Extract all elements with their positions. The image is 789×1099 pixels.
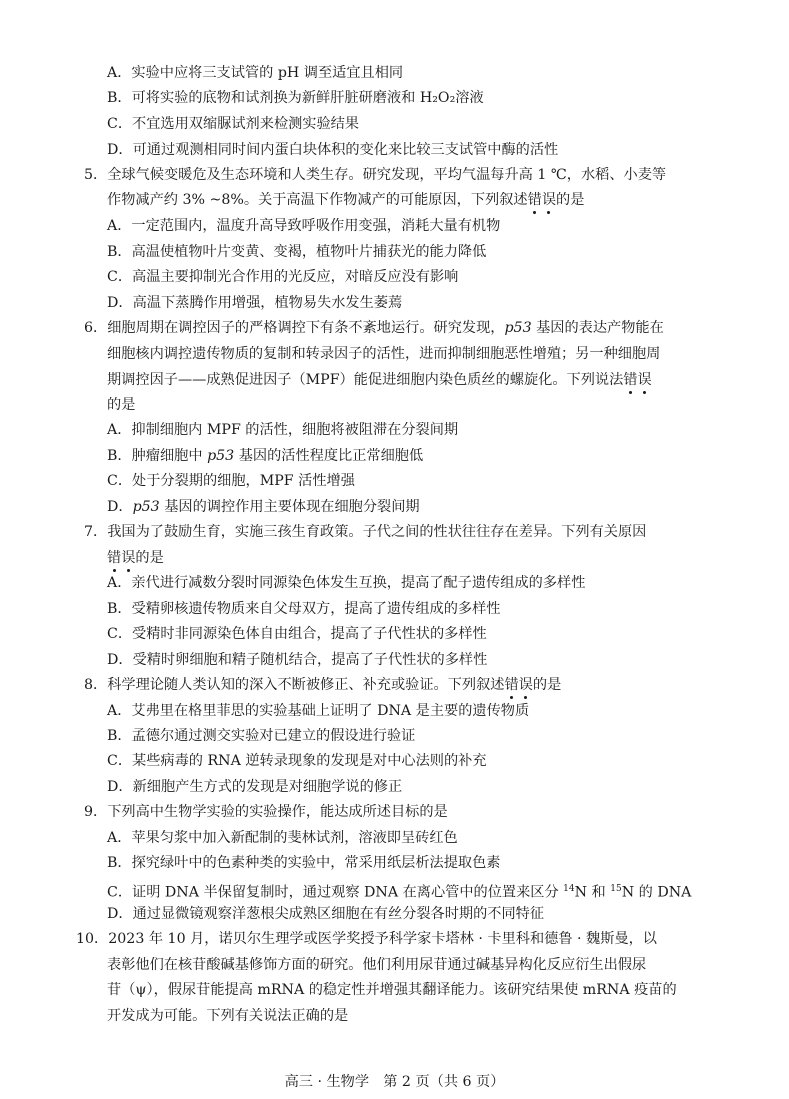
emphasis-char: 错: [527, 192, 542, 208]
q6-stem-line3: 期调控因子——成熟促进因子（MPF）能促进细胞内染色质丝的螺旋化。下列说法错误: [107, 372, 652, 388]
q6-option-d: D．p53 基因的调控作用主要体现在细胞分裂间期: [107, 499, 420, 515]
q8-option-d: D．新细胞产生方式的发现是对细胞学说的修正: [107, 779, 403, 795]
gene-name: p53: [132, 499, 160, 515]
q6-option-c: C．处于分裂期的细胞，MPF 活性增强: [107, 473, 355, 489]
q10-stem-line1: 10．2023 年 10 月，诺贝尔生理学或医学奖授予科学家卡塔林 · 卡里科和德鲁 · 魏斯曼，以: [76, 931, 657, 947]
q9-option-b: B．探究绿叶中的色素种类的实验中，常采用纸层析法提取色素: [107, 855, 501, 871]
q9-option-a: A．苹果匀浆中加入新配制的斐林试剂，溶液即呈砖红色: [107, 830, 458, 846]
q5-option-c: C．高温主要抑制光合作用的光反应，对暗反应没有影响: [107, 269, 459, 285]
q6-stem-line1: 6．细胞周期在调控因子的严格调控下有条不紊地运行。研究发现，p53 基因的表达产物能在: [84, 320, 664, 336]
q5-option-a: A．一定范围内，温度升高导致呼吸作用变强，消耗大量有机物: [107, 218, 501, 234]
q4-option-c: C．不宜选用双缩脲试剂来检测实验结果: [107, 116, 360, 132]
q10-stem-line3: 苷（ψ），假尿苷能提高 mRNA 的稳定性并增强其翻译能力。该研究结果使 mRNA 疫苗的: [107, 982, 677, 998]
q4-option-a: A．实验中应将三支试管的 pH 调至适宜且相同: [107, 65, 404, 81]
q8-stem-line1: 8．科学理论随人类认知的深入不断被修正、补充或验证。下列叙述错误的是: [84, 677, 562, 693]
q8-option-b: B．孟德尔通过测交实验对已建立的假设进行验证: [107, 728, 416, 744]
q9-option-d: D．通过显微镜观察洋葱根尖成熟区细胞在有丝分裂各时期的不同特征: [107, 906, 545, 922]
q7-stem-line1: 7．我国为了鼓励生育，实施三孩生育政策。子代之间的性状往往存在差异。下列有关原因: [84, 524, 647, 540]
q10-stem-line4: 开发成为可能。下列有关说法正确的是: [107, 1008, 349, 1024]
q10-stem-line2: 表彰他们在核苷酸碱基修饰方面的研究。他们利用尿苷通过碱基异构化反应衍生出假尿: [107, 957, 647, 973]
q6-option-a: A．抑制细胞内 MPF 的活性，细胞将被阻滞在分裂间期: [107, 422, 459, 438]
emphasis-char: 误: [121, 550, 136, 566]
q7-option-c: C．受精时非同源染色体自由组合，提高了子代性状的多样性: [107, 626, 487, 642]
q5-stem-line2: 作物减产约 3% ~8%。关于高温下作物减产的可能原因，下列叙述错误的是: [107, 192, 585, 208]
gene-name: p53: [504, 320, 532, 336]
q6-emphasis: [623, 372, 651, 388]
q5-option-d: D．高温下蒸腾作用增强，植物易失水发生萎蔫: [107, 295, 403, 311]
gene-name: p53: [207, 448, 235, 464]
q9-stem-line1: 9．下列高中生物学实验的实验操作，能达成所述目标的是: [84, 804, 448, 820]
q7-option-d: D．受精时卵细胞和精子随机结合，提高了子代性状的多样性: [107, 652, 488, 668]
q8-emphasis: [504, 677, 532, 693]
q4-option-d: D．可通过观测相同时间内蛋白块体积的变化来比较三支试管中酶的活性: [107, 142, 559, 158]
q8-option-c: C．某些病毒的 RNA 逆转录现象的发现是对中心法则的补充: [107, 753, 487, 769]
emphasis-char: 错: [504, 677, 519, 693]
page-footer: 高三 · 生物学 第 2 页（共 6 页）: [284, 1074, 505, 1090]
q7-option-b: B．受精卵核遗传物质来自父母双方，提高了遗传组成的多样性: [107, 601, 501, 617]
q7-stem-line2: 错误的是: [107, 550, 164, 566]
emphasis-char: 误: [541, 192, 557, 208]
q7-option-a: A．亲代进行减数分裂时同源染色体发生互换，提高了配子遗传组成的多样性: [107, 575, 586, 591]
q4-option-b: B．可将实验的底物和试剂换为新鲜肝脏研磨液和 H₂O₂溶液: [107, 90, 484, 106]
q6-option-b: B．肿瘤细胞中 p53 基因的活性程度比正常细胞低: [107, 448, 424, 464]
q8-option-a: A．艾弗里在格里菲思的实验基础上证明了 DNA 是主要的遗传物质: [107, 703, 530, 719]
q5-option-b: B．高温使植物叶片变黄、变褐，植物叶片捕获光的能力降低: [107, 244, 487, 260]
emphasis-char: 错: [107, 550, 122, 566]
q5-stem-line1: 5．全球气候变暖危及生态环境和人类生存。研究发现，平均气温每升高 1 ℃，水稻、小麦等: [84, 167, 667, 183]
q7-emphasis: [107, 550, 135, 566]
q5-emphasis: [528, 192, 556, 208]
emphasis-char: 错: [623, 372, 638, 388]
q6-stem-line4: 的是: [107, 397, 136, 413]
q6-stem-line2: 细胞核内调控遗传物质的复制和转录因子的活性，进而抑制细胞恶性增殖；另一种细胞周: [107, 346, 661, 362]
emphasis-char: 误: [637, 372, 652, 388]
emphasis-char: 误: [518, 677, 533, 693]
q9-option-c: C．证明 DNA 半保留复制时，通过观察 DNA 在离心管中的位置来区分 $^{14}$N 和 $^{15}$N 的 DNA: [107, 884, 692, 901]
